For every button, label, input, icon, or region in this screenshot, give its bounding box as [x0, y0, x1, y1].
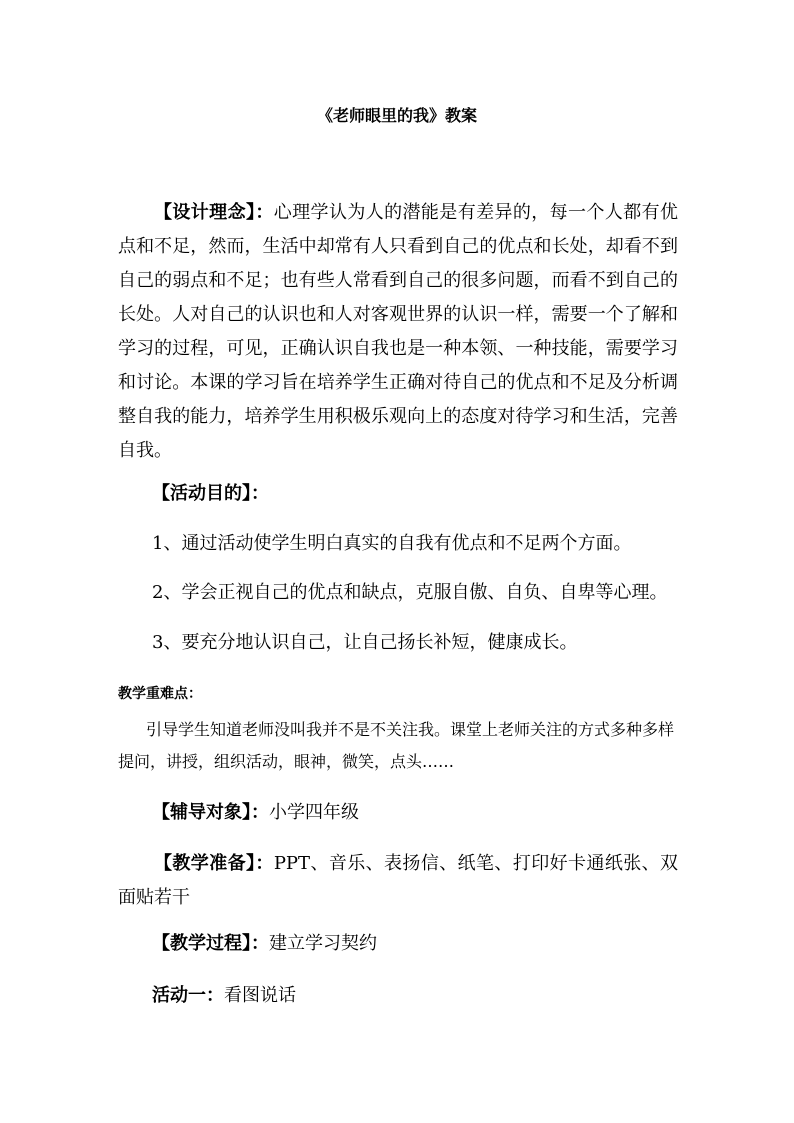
goal-item: 1、通过活动使学生明白真实的自我有优点和不足两个方面。 [152, 533, 632, 554]
activity1-line [152, 982, 296, 1010]
goals-separator: ： [251, 483, 269, 504]
design-idea-separator: ： [255, 202, 274, 223]
design-idea-text: 心理学认为人的潜能是有差异的，每一个人都有优点和不足，然而，生活中却常有人只看到自己的优点和长处，却看不到自己的弱点和不足；也有些人常看到自己的很多问题，而看不到自己的长处。人对自己的认识也和人对客观世界的认识一样，需要一个了解和学习的过程，可见，正确认识自我也是一种本领、一种技能，需要学习和讨论。本课的学习旨在培养学生正确对待自己的优点和不足及分析调整自我的能力，培养学生用积极乐观向上的态度对待学习和生活，完善自我。 [118, 202, 679, 461]
key-points-label: 教学重难点： [118, 686, 202, 702]
target-text: 小学四年级 [269, 802, 359, 823]
activity1-text: 看图说话 [224, 985, 296, 1006]
goal-item: 3、要充分地认识自己，让自己扬长补短，健康成长。 [152, 632, 578, 653]
key-points-text: 引导学生知道老师没叫我并不是不关注我。课堂上老师关注的方式多种多样提问，讲授，组织活动，眼神，微笑，点头…… [118, 720, 675, 771]
activity1-label: 活动一： [152, 985, 224, 1006]
document-title: 《老师眼里的我》教案 [316, 106, 477, 125]
goals-heading [152, 480, 269, 508]
goals-label: 【活动目的】 [152, 483, 251, 504]
design-idea-paragraph [118, 196, 678, 468]
prep-text: PPT、音乐、表扬信、纸笔、打印好卡通纸张、双面贴若干 [118, 853, 679, 908]
process-line [152, 930, 377, 958]
design-idea-section [118, 196, 678, 468]
target-line [152, 799, 359, 827]
design-idea-label: 【设计理念】 [154, 202, 256, 223]
prep-paragraph [118, 847, 678, 915]
goal-item: 2、学会正视自己的优点和缺点，克服自傲、自负、自卑等心理。 [152, 582, 668, 603]
process-separator: ： [251, 933, 269, 954]
prep-separator: ： [255, 853, 274, 874]
prep-section [118, 847, 678, 915]
target-label: 【辅导对象】 [152, 802, 251, 823]
target-separator: ： [251, 802, 269, 823]
prep-label: 【教学准备】 [154, 853, 256, 874]
process-label: 【教学过程】 [152, 933, 251, 954]
process-text: 建立学习契约 [269, 933, 377, 954]
